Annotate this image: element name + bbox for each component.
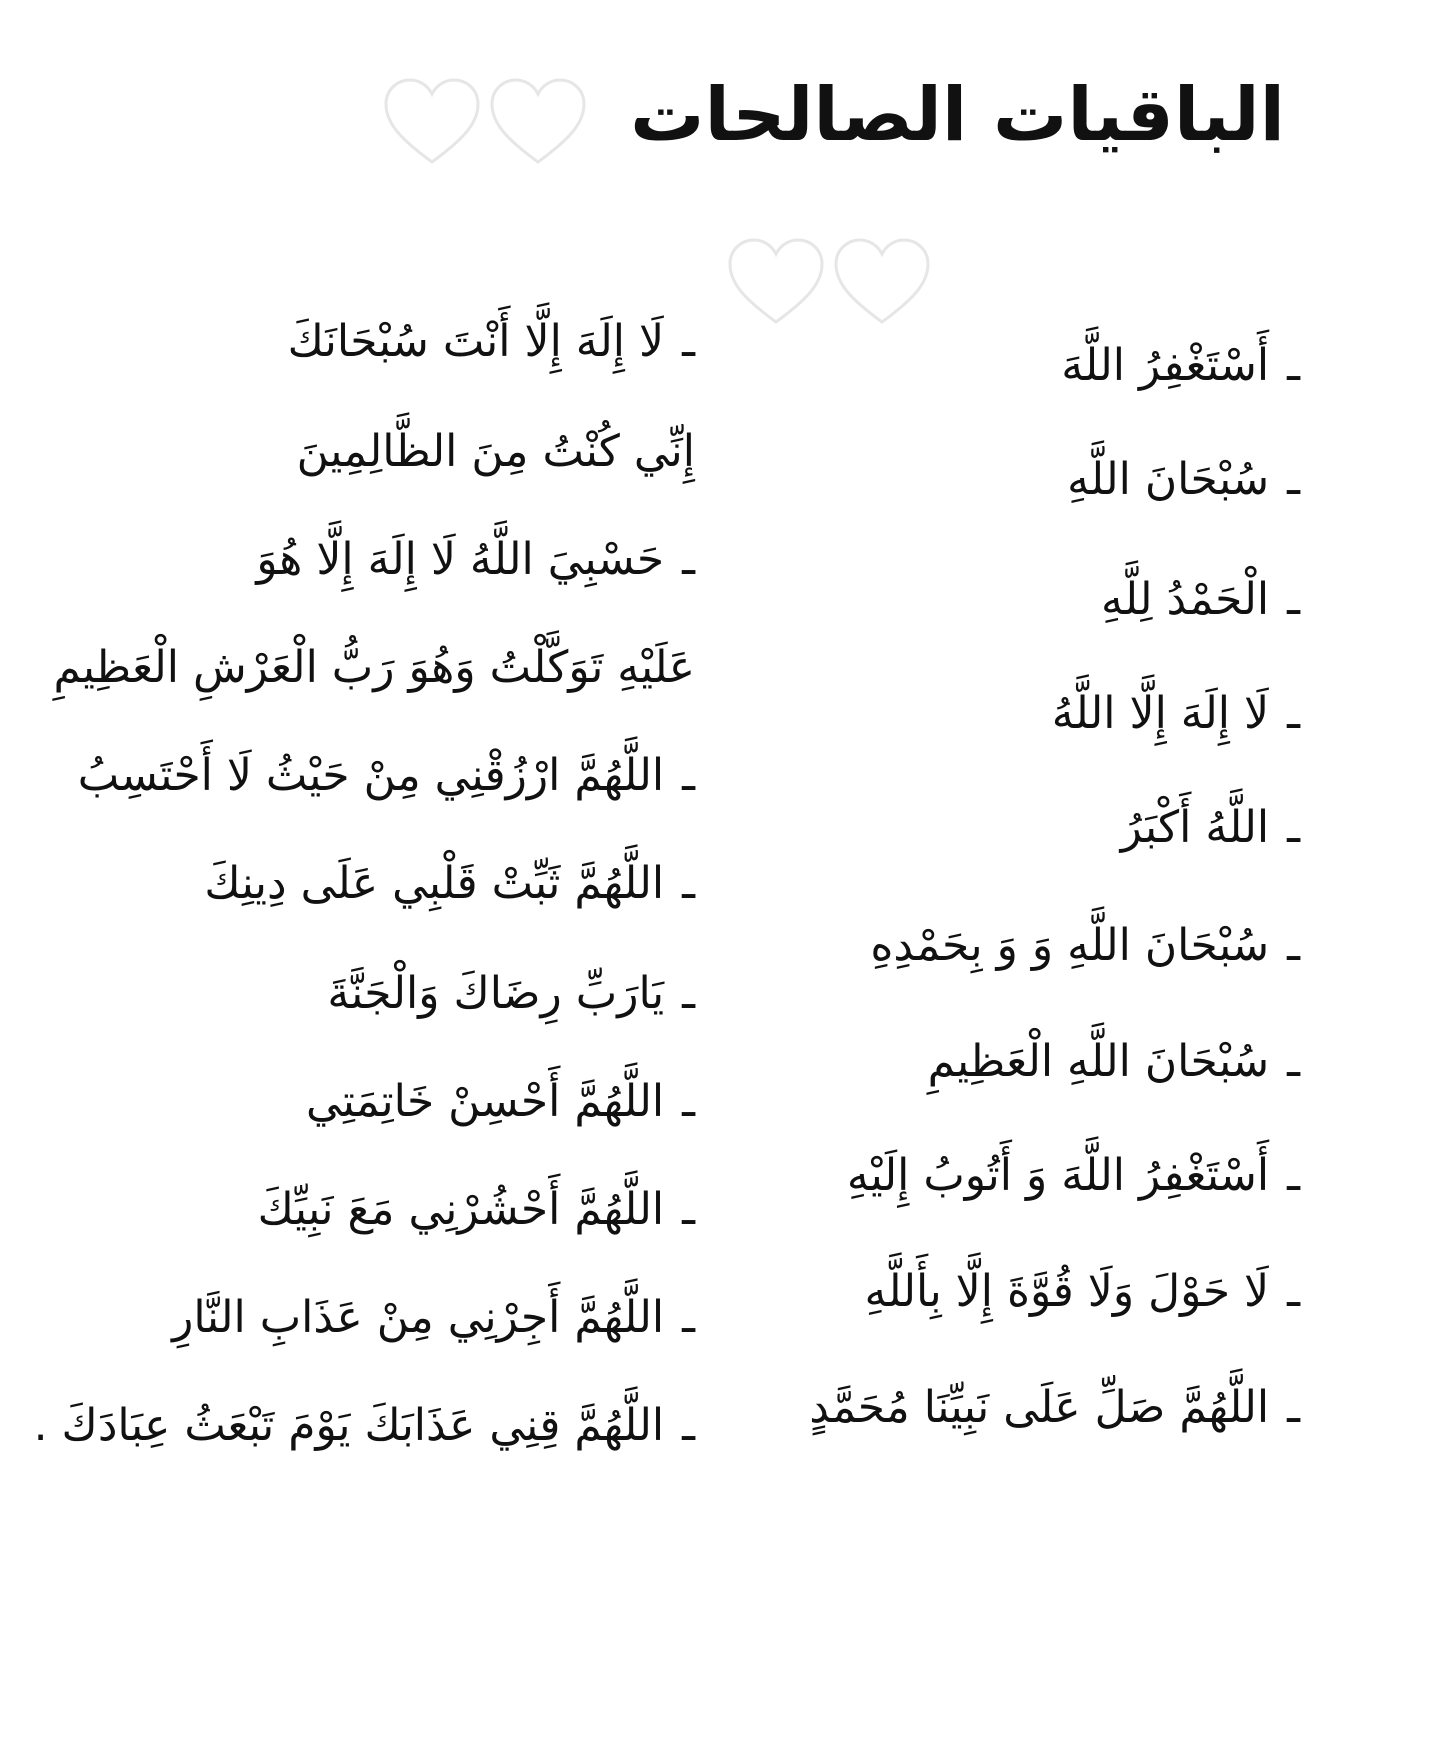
dua-text: اللَّهُمَّ أَحْشُرْنِي مَعَ نَبِيِّكَ — [257, 1184, 665, 1235]
dua-line — [296, 426, 695, 477]
dash-marker: ـ — [1287, 1382, 1300, 1433]
dash-marker: ـ — [682, 750, 695, 801]
dua-text: اللَّهُمَّ ثَبِّتْ قَلْبِي عَلَى دِينِكَ — [204, 858, 665, 909]
dhikr-text: اللَّهُ أَكْبَرُ — [1120, 802, 1270, 853]
dash-marker: ـ — [1287, 920, 1300, 971]
dhikr-text: لَا حَوْلَ وَلَا قُوَّةَ إِلَّا بِأَللَّهِ — [864, 1266, 1270, 1317]
heart-icon — [382, 76, 482, 168]
heart-icon — [726, 236, 826, 328]
dhikr-line — [1067, 454, 1300, 505]
dua-line — [204, 858, 695, 909]
dash-marker: ـ — [682, 968, 695, 1019]
dua-line — [287, 316, 695, 367]
dash-marker: ـ — [1287, 340, 1300, 391]
dash-marker: ـ — [682, 1400, 695, 1451]
dash-marker: ـ — [1287, 688, 1300, 739]
heart-icon — [832, 236, 932, 328]
dua-line — [257, 1184, 695, 1235]
dua-text: يَارَبِّ رِضَاكَ وَالْجَنَّةَ — [327, 968, 665, 1019]
dhikr-text: اللَّهُمَّ صَلِّ عَلَى نَبِيِّنَا مُحَمَّدٍ — [809, 1382, 1270, 1433]
dhikr-text: سُبْحَانَ اللَّهِ وَ وَ بِحَمْدِهِ — [870, 920, 1270, 971]
dash-marker: ـ — [682, 1076, 695, 1127]
dash-marker: ـ — [682, 1184, 695, 1235]
dhikr-text: لَا إِلَهَ إِلَّا اللَّهُ — [1051, 688, 1270, 739]
dash-marker: ـ — [1287, 574, 1300, 625]
dua-text: إِنِّي كُنْتُ مِنَ الظَّالِمِينَ — [296, 426, 695, 477]
heart-icon — [488, 76, 588, 168]
dhikr-text: أَسْتَغْفِرُ اللَّهَ وَ أَتُوبُ إِلَيْهِ — [846, 1150, 1270, 1201]
dhikr-text: سُبْحَانَ اللَّهِ — [1067, 454, 1270, 505]
dhikr-line — [1100, 574, 1300, 625]
dua-text: اللَّهُمَّ أَحْسِنْ خَاتِمَتِي — [305, 1076, 665, 1127]
dua-line — [53, 642, 695, 693]
page-title: الباقيات الصالحات — [630, 72, 1285, 158]
dash-marker: ـ — [682, 1292, 695, 1343]
dhikr-line — [809, 1382, 1300, 1433]
dhikr-text: سُبْحَانَ اللَّهِ الْعَظِيمِ — [927, 1036, 1270, 1087]
dua-text: اللَّهُمَّ ارْزُقْنِي مِنْ حَيْثُ لَا أَحْتَسِبُ — [77, 750, 665, 801]
dash-marker: ـ — [1287, 802, 1300, 853]
dhikr-line — [864, 1266, 1300, 1317]
dua-text: اللَّهُمَّ أَجِرْنِي مِنْ عَذَابِ النَّارِ — [172, 1292, 665, 1343]
dash-marker: ـ — [1287, 1150, 1300, 1201]
dua-line — [33, 1400, 695, 1451]
dhikr-line — [1061, 340, 1300, 391]
dua-text: اللَّهُمَّ قِنِي عَذَابَكَ يَوْمَ تَبْعَثُ عِبَادَكَ . — [33, 1400, 665, 1451]
dhikr-line — [1051, 688, 1300, 739]
dua-line — [327, 968, 695, 1019]
dash-marker: ـ — [1287, 454, 1300, 505]
dua-text: عَلَيْهِ تَوَكَّلْتُ وَهُوَ رَبُّ الْعَرْشِ الْعَظِيمِ — [53, 642, 695, 693]
dua-line — [172, 1292, 695, 1343]
dhikr-text: أَسْتَغْفِرُ اللَّهَ — [1061, 340, 1270, 391]
decorative-hearts-middle — [726, 236, 932, 328]
dua-line — [305, 1076, 695, 1127]
dua-line — [256, 534, 695, 585]
dhikr-line — [1120, 802, 1300, 853]
dhikr-line — [846, 1150, 1300, 1201]
dash-marker: ـ — [682, 858, 695, 909]
dua-line — [77, 750, 695, 801]
dash-marker: ـ — [682, 316, 695, 367]
dhikr-line — [927, 1036, 1300, 1087]
decorative-hearts-top — [382, 76, 588, 168]
dua-text: لَا إِلَهَ إِلَّا أَنْتَ سُبْحَانَكَ — [287, 316, 665, 367]
dhikr-text: الْحَمْدُ لِلَّهِ — [1100, 574, 1270, 625]
dua-text: حَسْبِيَ اللَّهُ لَا إِلَهَ إِلَّا هُوَ — [256, 534, 665, 585]
dhikr-line — [870, 920, 1300, 971]
dash-marker: ـ — [682, 534, 695, 585]
dash-marker: ـ — [1287, 1036, 1300, 1087]
dash-marker: ـ — [1287, 1266, 1300, 1317]
